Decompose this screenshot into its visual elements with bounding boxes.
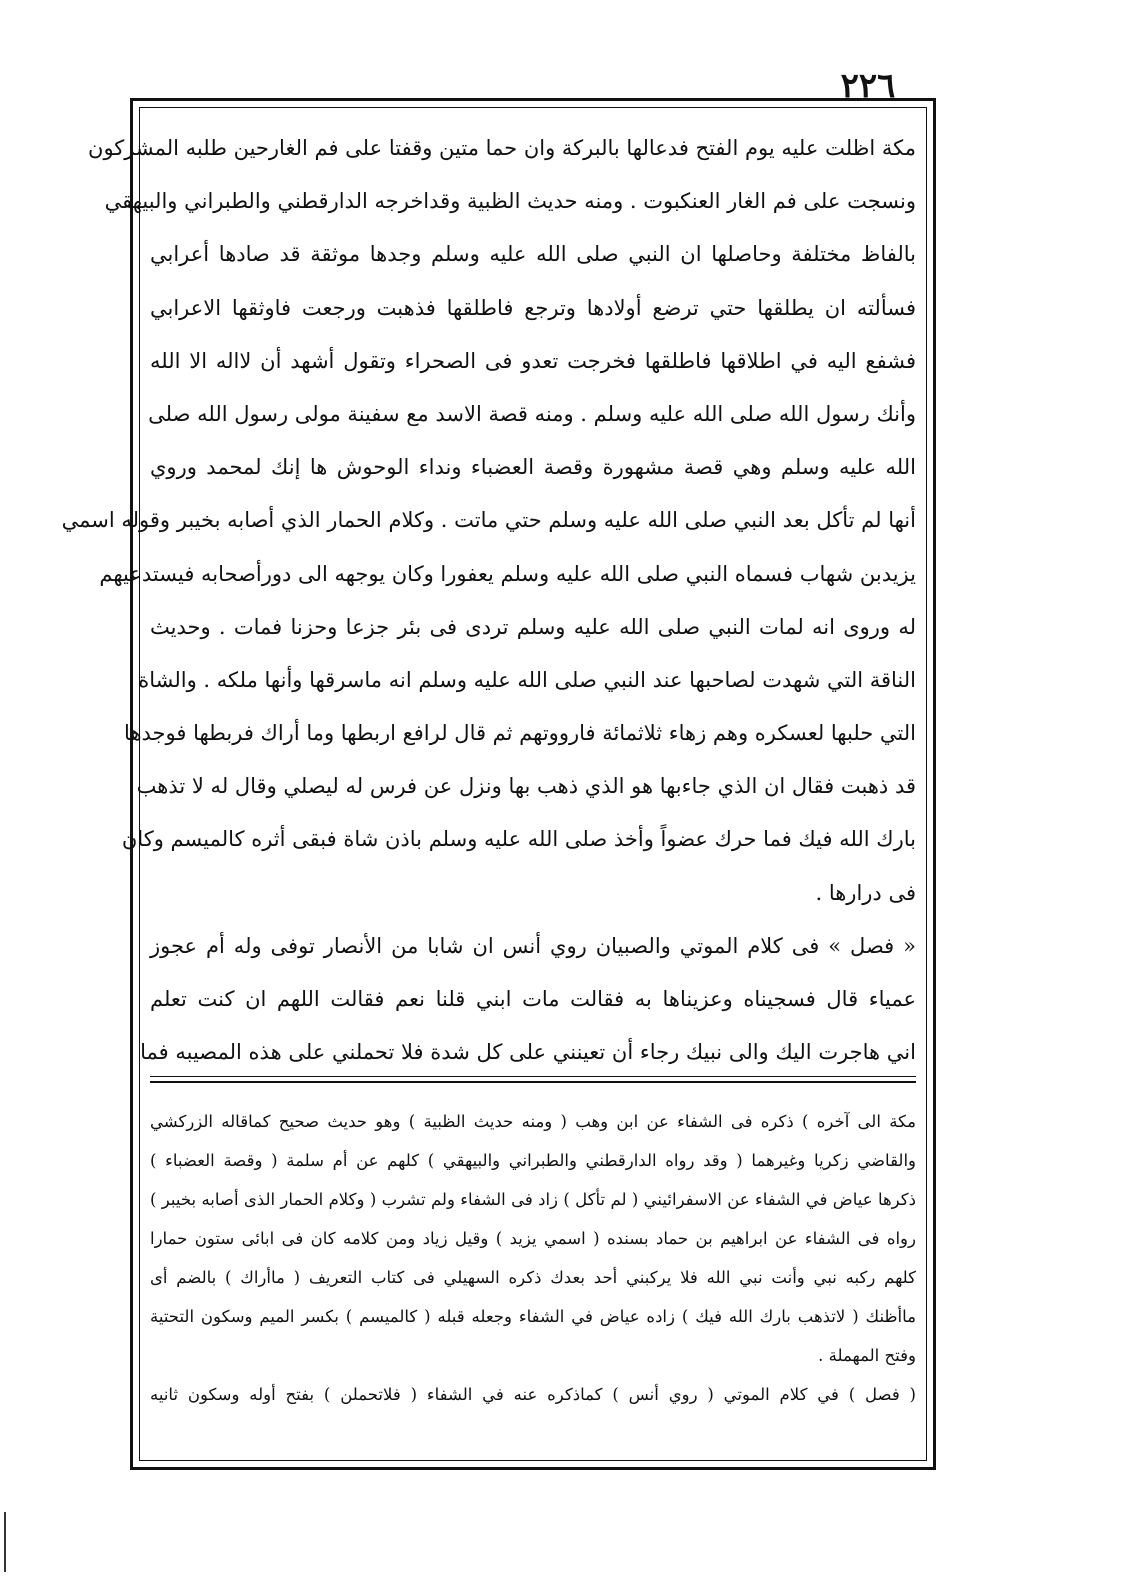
main-text-line: الناقة التي شهدت لصاحبها عند النبي صلى الله عليه وسلم انه ماسرقها وأنها ملكه . والشاة: [138, 667, 916, 692]
margin-mark: [4, 1512, 6, 1572]
main-text-line: فسألته ان يطلقها حتي ترضع أولادها وترجع فاطلقها فذهبت ورجعت فاوثقها الاعرابي: [150, 295, 916, 320]
main-text-line: فشفع اليه في اطلاقها فاطلقها فخرجت تعدو فى الصحراء وتقول أشهد أن لااله الا الله: [150, 348, 917, 373]
footnote-separator-thick: [150, 1081, 916, 1083]
footnote-line: ماأظنك ( لاتذهب بارك الله فيك ) زاده عياض في الشفاء وجعله قبله ( كالميسم ) بكسر الميم وسكون التحتية: [150, 1307, 916, 1326]
page-number: ٢٢٦: [840, 66, 896, 106]
footnote-line: كلهم ركبه نبي وأنت نبي الله فلا يركبني أحد بعدك ذكره السهيلي فى كتاب التعريف ( ماأراك ) بالضم أى: [150, 1268, 916, 1287]
main-text-line: فى درارها .: [815, 880, 916, 905]
main-text-line: وأنك رسول الله صلى الله عليه وسلم . ومنه قصة الاسد مع سفينة مولى رسول الله صلى: [148, 401, 916, 426]
main-text-line: عمياء قال فسجيناه وعزيناها به فقالت مات ابني قلنا نعم فقالت اللهم ان كنت تعلم: [150, 987, 916, 1011]
main-text-line: ونسجت على فم الغار العنكبوت . ومنه حديث الظبية وقداخرجه الدارقطني والطبراني والبيهقي: [104, 189, 916, 214]
footnote-separator-thin: [150, 1076, 916, 1077]
main-text-line: مكة اظلت عليه يوم الفتح فدعالها بالبركة وان حما متين وقفتا على فم الغارحين طلبه المشركون: [88, 136, 916, 160]
main-text-line: بارك الله فيك فما حرك عضواً وأخذ صلى الله عليه وسلم باذن شاة فبقى أثره كالميسم وكان: [121, 827, 916, 852]
main-text-line: أنها لم تأكل بعد النبي صلى الله عليه وسلم حتي ماتت . وكلام الحمار الذي أصابه بخيبر وقوله اسمي: [61, 508, 916, 533]
footnote-line: ذكرها عياض في الشفاء عن الاسفرائيني ( لم تأكل ) زاد فى الشفاء ولم تشرب ( وكلام الحمار الذى أصابه بخيبر ): [150, 1190, 916, 1209]
main-text-block: [61, 122, 917, 1079]
main-text-line: قد ذهبت فقال ان الذي جاءبها هو الذي ذهب بها ونزل عن فرس له ليصلي وقال له لا تذهب: [136, 774, 916, 799]
main-text-line: التي حلبها لعسكره وهم زهاء ثلاثمائة فارووتهم ثم قال لرافع اربطها وما أراك فربطها فوجدها: [124, 721, 916, 746]
main-text-line: يزيدبن شهاب فسماه النبي صلى الله عليه وسلم يعفورا وكان يوجهه الى دورأصحابه فيستدعيهم: [99, 561, 916, 586]
section-heading-line: « فصل » فى كلام الموتي والصبيان روي أنس ان شابا من الأنصار توفى وله أم عجوز: [150, 933, 916, 958]
main-text-line: الله عليه وسلم وهي قصة مشهورة وقصة العضباء ونداء الوحوش ها إنك لمحمد وروي: [150, 455, 916, 480]
footnote-line: رواه فى الشفاء عن ابراهيم بن حماد بسنده ( اسمي يزيد ) وقيل زياد ومن كلامه كان فى ابائى ستون حمارا: [150, 1229, 916, 1248]
footnote-line: ( فصل ) في كلام الموتي ( روي أنس ) كماذكره عنه في الشفاء ( فلاتحملن ) بفتح أوله وسكون ثانيه: [150, 1385, 916, 1404]
footnote-line: والقاضي زكريا وغيرهما ( وقد رواه الدارقطني والطبراني والبيهقي ) كلهم عن أم سلمة ( وقصة العضباء ): [150, 1151, 916, 1170]
main-text-line: له وروى انه لمات النبي صلى الله عليه وسلم تردى فى بئر جزعا وحزنا فمات . وحديث: [150, 614, 916, 639]
main-text-line: بالفاظ مختلفة وحاصلها ان النبي صلى الله عليه وسلم وجدها موثقة قد صادها أعرابي: [150, 242, 916, 267]
footnote-line: مكة الى آخره ) ذكره فى الشفاء عن ابن وهب ( ومنه حديث الظبية ) وهو حديث صحيح كماقاله الزركشي: [150, 1112, 916, 1131]
main-text-line: اني هاجرت اليك والى نبيك رجاء أن تعينني على كل شدة فلا تحملني على هذه المصيبه فما: [140, 1040, 916, 1065]
footnote-line: وفتح المهملة .: [818, 1346, 916, 1365]
footnotes-block: [150, 1102, 916, 1414]
